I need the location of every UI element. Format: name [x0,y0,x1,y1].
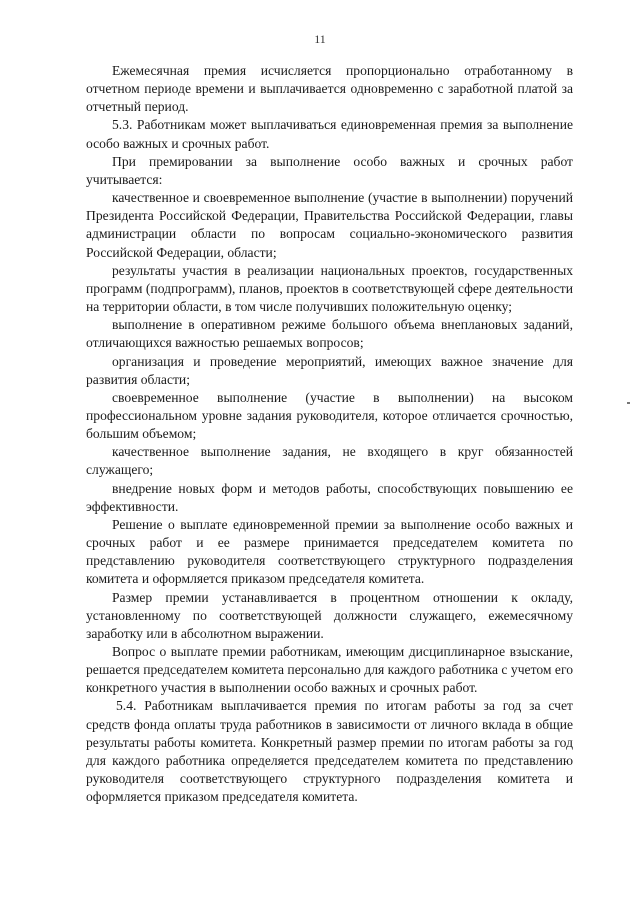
paragraph-criterion-extra-duties: качественное выполнение задания, не входящего в круг обязанностей служащего; [86,444,573,478]
paragraph-criterion-new-methods: внедрение новых форм и методов работы, способствующих повышению ее эффективности. [86,480,573,514]
paragraph-criterion-orders: качественное и своевременное выполнение (участие в выполнении) поручений Президента Российской Федерации, Правительства Российской Федерации, главы администрации области по вопросам социально-экономического развития Российской Федерации, области; [86,190,573,260]
paragraph-decision: Решение о выплате единовременной премии за выполнение особо важных и срочных работ и ее размере принимается председателем комитета по представлению руководителя соответствующего структурного подразделения комитета и оформляется приказом председателя комитета. [86,516,573,587]
paragraph-bonus-size: Размер премии устанавливается в процентном отношении к окладу, установленному по соответствующей должности служащего, ежемесячному заработку или в абсолютном выражении. [86,589,573,641]
scan-edge-mark [627,402,630,404]
paragraph-criterion-urgent-tasks: своевременное выполнение (участие в выполнении) на высоком профессиональном уровне задания руководителя, которое отличается срочностью, большим объемом; [86,389,573,442]
paragraph-criterion-projects: результаты участия в реализации национальных проектов, государственных программ (подпрограмм), планов, проектов в соответствующей сфере деятельности на территории области, в том числе получивших положительную оценку; [86,262,573,315]
paragraph-5-3: 5.3. Работникам может выплачиваться единовременная премия за выполнение особо важных и срочных работ. [86,117,573,151]
page-number: 11 [314,32,326,46]
document-body [86,62,573,806]
paragraph-disciplinary: Вопрос о выплате премии работникам, имеющим дисциплинарное взыскание, решается председателем комитета персонально для каждого работника с учетом его конкретного участия в выполнении особо важных и срочных работ. [86,644,573,696]
paragraph-criteria-intro: При премировании за выполнение особо важных и срочных работ учитывается: [86,153,573,187]
paragraph-monthly-bonus: Ежемесячная премия исчисляется пропорционально отработанному в отчетном периоде времени и выплачивается одновременно с заработной платой за отчетный период. [86,63,573,115]
paragraph-criterion-events: организация и проведение мероприятий, имеющих важное значение для развития области; [86,353,573,387]
paragraph-5-4: 5.4. Работникам выплачивается премия по итогам работы за год за счет средств фонда оплаты труда работников в зависимости от личного вклада в общие результаты работы комитета. Конкретный размер премии по итогам работы за год для каждого работника определяется председателем комитета по представлению руководителя соответствующего структурного подразделения комитета и оформляется приказом председателя комитета. [86,698,573,805]
paragraph-criterion-unplanned-tasks: выполнение в оперативном режиме большого объема внеплановых заданий, отличающихся важностью решаемых вопросов; [86,317,573,351]
